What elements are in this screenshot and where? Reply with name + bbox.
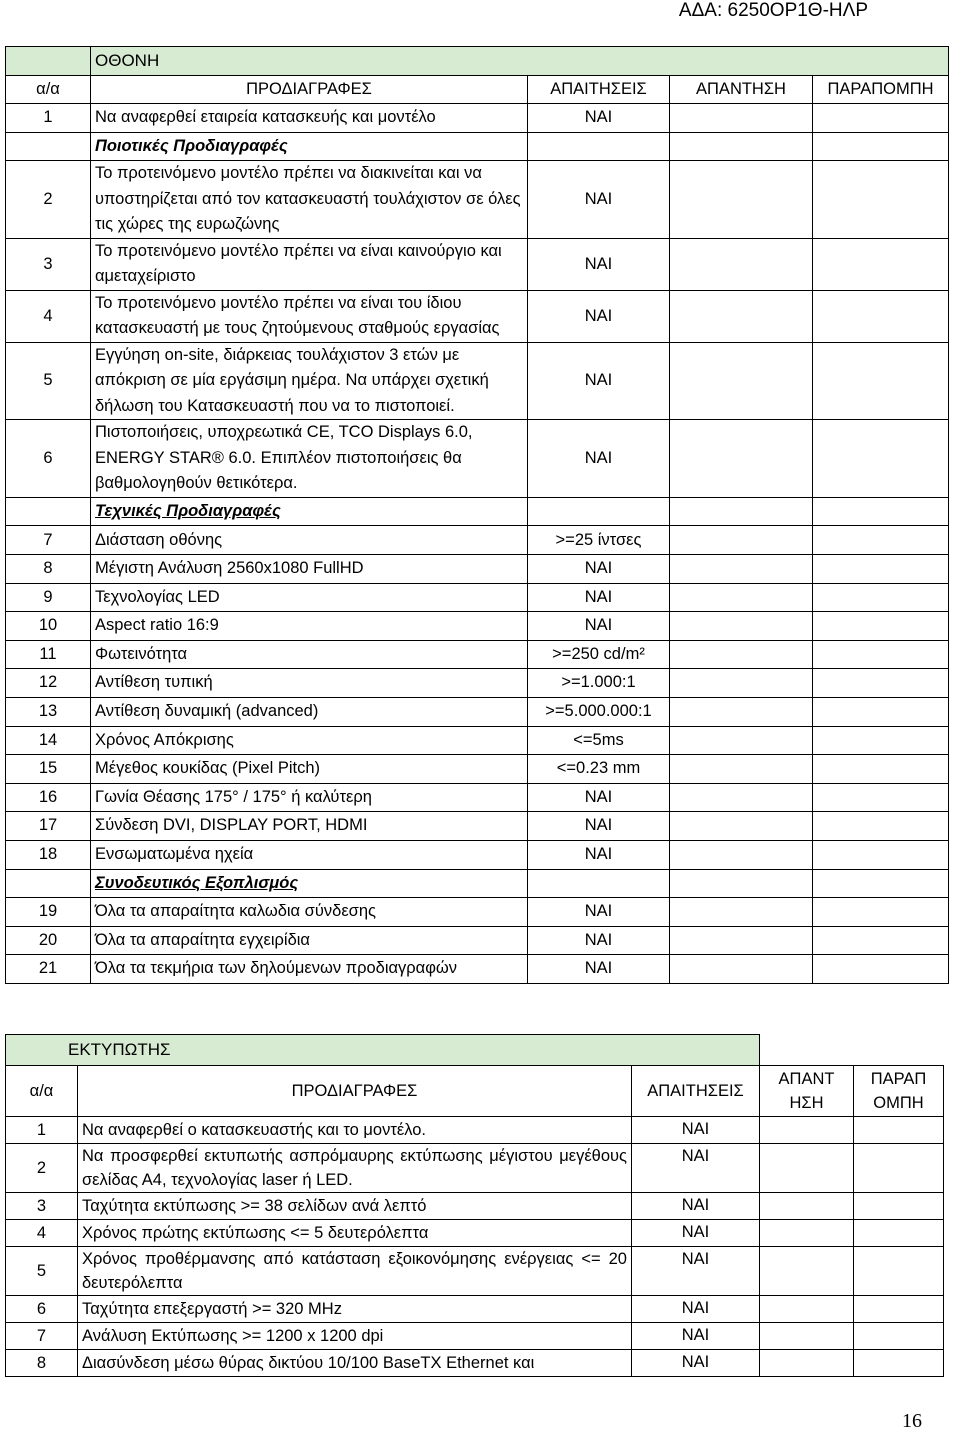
row-req: >=25 ίντσες	[528, 526, 670, 555]
row-spec: Μέγεθος κουκίδας (Pixel Pitch)	[91, 755, 528, 784]
table-row	[6, 1144, 944, 1193]
row-num: 1	[6, 1117, 78, 1144]
row-req: ΝΑΙ	[528, 841, 670, 870]
blank-cell	[528, 497, 670, 526]
quality-heading: Ποιοτικές Προδιαγραφές	[91, 132, 528, 161]
row-num: 5	[6, 1247, 78, 1296]
table-row	[6, 1117, 944, 1144]
table-row	[6, 926, 949, 955]
col-header-ref: ΠΑΡΑΠΟΜΠΗ	[813, 75, 949, 104]
row-num: 2	[6, 161, 91, 239]
blank-cell	[6, 497, 91, 526]
row-spec: Χρόνος πρώτης εκτύπωσης <= 5 δευτερόλεπτα	[78, 1220, 632, 1247]
row-spec: Να προσφερθεί εκτυπωτής ασπρόμαυρης εκτύπωσης μέγιστου μεγέθους σελίδας Α4, τεχνολογίας laser ή LED.	[78, 1144, 632, 1193]
table-row	[6, 583, 949, 612]
row-spec: Το προτεινόμενο μοντέλο πρέπει να διακινείται και να υποστηρίζεται από τον κατασκευαστή τουλάχιστον σε όλες τις χώρες της ευρωζώνης	[91, 161, 528, 239]
row-ref	[854, 1350, 944, 1377]
row-answer	[670, 238, 813, 290]
row-ref	[813, 755, 949, 784]
blank-cell	[670, 497, 813, 526]
table-row	[6, 342, 949, 420]
row-req: ΝΑΙ	[632, 1193, 760, 1220]
document-reference-code: ΑΔΑ: 6250ΟΡ1Θ-ΗΛΡ	[678, 0, 868, 21]
row-num: 13	[6, 698, 91, 727]
screen-spec-table	[5, 46, 949, 984]
row-ref	[854, 1220, 944, 1247]
row-ref	[854, 1296, 944, 1323]
row-answer	[760, 1117, 854, 1144]
row-ref	[854, 1144, 944, 1193]
col-header-req: ΑΠΑΙΤΗΣΕΙΣ	[528, 75, 670, 104]
row-answer	[670, 783, 813, 812]
row-spec: Διάσταση οθόνης	[91, 526, 528, 555]
row-spec: Αντίθεση τυπική	[91, 669, 528, 698]
row-num: 21	[6, 955, 91, 984]
row-req: <=5ms	[528, 726, 670, 755]
row-num: 6	[6, 420, 91, 498]
row-answer	[670, 555, 813, 584]
row-ref	[813, 783, 949, 812]
row-req: <=0.23 mm	[528, 755, 670, 784]
row-num: 7	[6, 526, 91, 555]
row-spec: Το προτεινόμενο μοντέλο πρέπει να είναι καινούργιο και αμεταχείριστο	[91, 238, 528, 290]
table-row	[6, 1323, 944, 1350]
row-spec: Ταχύτητα επεξεργαστή >= 320 MHz	[78, 1296, 632, 1323]
row-ref	[813, 669, 949, 698]
row-answer	[670, 420, 813, 498]
row-ref	[813, 238, 949, 290]
row-ref	[813, 841, 949, 870]
row-answer	[760, 1220, 854, 1247]
row-req: >=250 cd/m²	[528, 640, 670, 669]
row-answer	[760, 1193, 854, 1220]
row-answer	[670, 669, 813, 698]
accessory-heading: Συνοδευτικός Εξοπλισμός	[91, 869, 528, 898]
row-req: ΝΑΙ	[528, 612, 670, 641]
table-row	[6, 1193, 944, 1220]
row-req: ΝΑΙ	[528, 812, 670, 841]
row-answer	[760, 1296, 854, 1323]
row-spec: Ενσωματωμένα ηχεία	[91, 841, 528, 870]
tech-heading: Τεχνικές Προδιαγραφές	[91, 497, 528, 526]
row-spec: Διασύνδεση μέσω θύρας δικτύου 10/100 BaseTX Ethernet και	[78, 1350, 632, 1377]
row-ref	[813, 898, 949, 927]
row-ref	[854, 1323, 944, 1350]
row-ref	[854, 1117, 944, 1144]
row-req: ΝΑΙ	[528, 104, 670, 133]
row-answer	[670, 290, 813, 342]
row-ref	[813, 555, 949, 584]
row-answer	[760, 1323, 854, 1350]
row-num: 18	[6, 841, 91, 870]
row-req: ΝΑΙ	[632, 1350, 760, 1377]
row-spec: Ταχύτητα εκτύπωσης >= 38 σελίδων ανά λεπτό	[78, 1193, 632, 1220]
col-header-spec: ΠΡΟΔΙΑΓΡΑΦΕΣ	[91, 75, 528, 104]
row-req: ΝΑΙ	[632, 1144, 760, 1193]
row-answer	[670, 583, 813, 612]
quality-heading-row	[6, 132, 949, 161]
row-num: 11	[6, 640, 91, 669]
row-req: ΝΑΙ	[528, 342, 670, 420]
row-spec: Aspect ratio 16:9	[91, 612, 528, 641]
table-row	[6, 898, 949, 927]
row-num: 2	[6, 1144, 78, 1193]
table-row	[6, 104, 949, 133]
blank-cell	[813, 869, 949, 898]
row-req: ΝΑΙ	[528, 161, 670, 239]
row-answer	[670, 526, 813, 555]
row-num: 16	[6, 783, 91, 812]
row-spec: Αντίθεση δυναμική (advanced)	[91, 698, 528, 727]
table-row	[6, 420, 949, 498]
blank-cell	[813, 497, 949, 526]
row-req: ΝΑΙ	[528, 290, 670, 342]
row-spec: Να αναφερθεί ο κατασκευαστής και το μοντέλο.	[78, 1117, 632, 1144]
row-spec: Μέγιστη Ανάλυση 2560x1080 FullHD	[91, 555, 528, 584]
table-row	[6, 1296, 944, 1323]
row-num: 12	[6, 669, 91, 698]
row-num: 8	[6, 555, 91, 584]
blank-cell	[670, 869, 813, 898]
table-row	[6, 1350, 944, 1377]
row-answer	[670, 841, 813, 870]
row-num: 7	[6, 1323, 78, 1350]
row-answer	[670, 755, 813, 784]
printer-header-row	[6, 1066, 944, 1117]
table-row	[6, 640, 949, 669]
row-req: ΝΑΙ	[632, 1117, 760, 1144]
row-ref	[813, 342, 949, 420]
row-answer	[760, 1247, 854, 1296]
row-ref	[813, 420, 949, 498]
row-spec: Το προτεινόμενο μοντέλο πρέπει να είναι του ίδιου κατασκευαστή με τους ζητούμενους σταθμούς εργασίας	[91, 290, 528, 342]
screen-section-title: ΟΘΟΝΗ	[91, 47, 949, 76]
row-ref	[813, 955, 949, 984]
row-spec: Όλα τα τεκμήρια των δηλούμενων προδιαγραφών	[91, 955, 528, 984]
row-ref	[813, 640, 949, 669]
row-ref	[813, 812, 949, 841]
row-ref	[813, 290, 949, 342]
table-row	[6, 812, 949, 841]
row-num: 3	[6, 238, 91, 290]
row-answer	[670, 161, 813, 239]
row-spec: Γωνία Θέασης 175° / 175° ή καλύτερη	[91, 783, 528, 812]
row-answer	[760, 1144, 854, 1193]
row-num: 14	[6, 726, 91, 755]
row-spec: Να αναφερθεί εταιρεία κατασκευής και μοντέλο	[91, 104, 528, 133]
row-ref	[813, 926, 949, 955]
row-req: ΝΑΙ	[632, 1296, 760, 1323]
table-row	[6, 1220, 944, 1247]
row-answer	[670, 698, 813, 727]
row-spec: Εγγύηση on-site, διάρκειας τουλάχιστον 3 ετών με απόκριση σε μία εργάσιμη ημέρα. Να υπάρχει σχετική δήλωση του Κατασκευαστή που να το πιστοποιεί.	[91, 342, 528, 420]
row-req: ΝΑΙ	[528, 783, 670, 812]
row-req: ΝΑΙ	[528, 955, 670, 984]
row-spec: Φωτεινότητα	[91, 640, 528, 669]
row-answer	[760, 1350, 854, 1377]
tech-heading-row	[6, 497, 949, 526]
row-spec: Όλα τα απαραίτητα καλωδια σύνδεσης	[91, 898, 528, 927]
table-row	[6, 161, 949, 239]
row-num: 4	[6, 290, 91, 342]
row-answer	[670, 640, 813, 669]
row-num: 10	[6, 612, 91, 641]
row-spec: Πιστοποιήσεις, υποχρεωτικά CE, TCO Displays 6.0, ENERGY STAR® 6.0. Επιπλέον πιστοποιήσεις θα βαθμολογηθούν θετικότερα.	[91, 420, 528, 498]
row-req: ΝΑΙ	[528, 420, 670, 498]
row-req: >=1.000:1	[528, 669, 670, 698]
row-req: >=5.000.000:1	[528, 698, 670, 727]
col-header-answer: ΑΠΑΝΤ ΗΣΗ	[760, 1066, 854, 1117]
row-num: 4	[6, 1220, 78, 1247]
row-req: ΝΑΙ	[528, 898, 670, 927]
row-answer	[670, 812, 813, 841]
row-ref	[813, 161, 949, 239]
row-req: ΝΑΙ	[528, 238, 670, 290]
row-answer	[670, 926, 813, 955]
row-ref	[813, 526, 949, 555]
row-ref	[813, 104, 949, 133]
row-req: ΝΑΙ	[528, 555, 670, 584]
row-num: 3	[6, 1193, 78, 1220]
row-answer	[670, 898, 813, 927]
row-req: ΝΑΙ	[528, 926, 670, 955]
col-header-num: α/α	[6, 75, 91, 104]
table-row	[6, 290, 949, 342]
row-num: 20	[6, 926, 91, 955]
table-row	[6, 612, 949, 641]
row-spec: Ανάλυση Εκτύπωσης >= 1200 x 1200 dpi	[78, 1323, 632, 1350]
printer-spec-table	[5, 1034, 944, 1377]
row-ref	[854, 1193, 944, 1220]
row-spec: Χρόνος προθέρμανσης από κατάσταση εξοικονόμησης ενέργειας <= 20 δευτερόλεπτα	[78, 1247, 632, 1296]
row-ref	[813, 583, 949, 612]
row-answer	[670, 104, 813, 133]
row-spec: Σύνδεση DVI, DISPLAY PORT, HDMI	[91, 812, 528, 841]
row-req: ΝΑΙ	[632, 1220, 760, 1247]
col-header-answer: ΑΠΑΝΤΗΣΗ	[670, 75, 813, 104]
table-row	[6, 726, 949, 755]
row-num: 1	[6, 104, 91, 133]
row-answer	[670, 726, 813, 755]
row-num: 5	[6, 342, 91, 420]
table-row	[6, 698, 949, 727]
table-row	[6, 238, 949, 290]
row-spec: Τεχνολογίας LED	[91, 583, 528, 612]
row-answer	[670, 612, 813, 641]
row-ref	[813, 612, 949, 641]
col-header-ref: ΠΑΡΑΠ ΟΜΠΗ	[854, 1066, 944, 1117]
row-req: ΝΑΙ	[632, 1247, 760, 1296]
blank-cell	[6, 869, 91, 898]
row-ref	[813, 726, 949, 755]
row-num: 15	[6, 755, 91, 784]
row-ref	[854, 1247, 944, 1296]
screen-section-title-row	[6, 47, 949, 76]
printer-section-title-row	[6, 1035, 944, 1066]
row-req: ΝΑΙ	[528, 583, 670, 612]
col-header-num: α/α	[6, 1066, 78, 1117]
table-row	[6, 526, 949, 555]
table-row	[6, 955, 949, 984]
table-row	[6, 669, 949, 698]
row-spec: Χρόνος Απόκρισης	[91, 726, 528, 755]
table-row	[6, 841, 949, 870]
row-num: 17	[6, 812, 91, 841]
row-ref	[813, 698, 949, 727]
row-answer	[670, 955, 813, 984]
col-header-req: ΑΠΑΙΤΗΣΕΙΣ	[632, 1066, 760, 1117]
col-header-spec: ΠΡΟΔΙΑΓΡΑΦΕΣ	[78, 1066, 632, 1117]
table-row	[6, 555, 949, 584]
table-row	[6, 755, 949, 784]
screen-header-row	[6, 75, 949, 104]
row-num: 9	[6, 583, 91, 612]
blank-cell	[528, 869, 670, 898]
row-num: 19	[6, 898, 91, 927]
row-num: 8	[6, 1350, 78, 1377]
row-answer	[670, 342, 813, 420]
row-spec: Όλα τα απαραίτητα εγχειρίδια	[91, 926, 528, 955]
row-req: ΝΑΙ	[632, 1323, 760, 1350]
table-row	[6, 783, 949, 812]
row-num: 6	[6, 1296, 78, 1323]
page-number: 16	[902, 1410, 922, 1432]
table-row	[6, 1247, 944, 1296]
printer-section-title: ΕΚΤΥΠΩΤΗΣ	[6, 1035, 760, 1066]
accessory-heading-row	[6, 869, 949, 898]
